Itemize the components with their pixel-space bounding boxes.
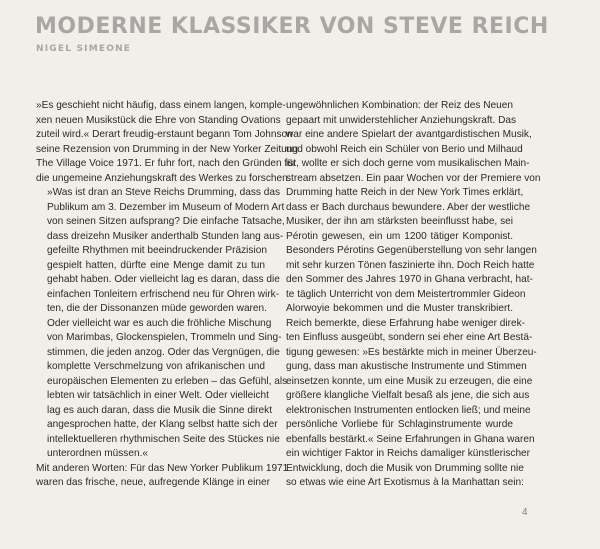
text-line: stream absetzen. Ein paar Wochen vor der Premiere von (286, 172, 541, 184)
text-line: lag es auch daran, dass die Musik die Sinne direkt (47, 404, 272, 416)
text-line: ist, wollte er sich doch gerne vom musikalischen Main- (286, 158, 530, 169)
text-line: Oder vielleicht war es auch die fröhliche Mischung (47, 317, 272, 329)
text-line: stimmen, die jeden anzog. Oder das Vergnügen, die (47, 346, 280, 358)
text-line: lebten wir tatsächlich in einer Welt. Oder vielleicht (47, 390, 269, 401)
text-line: »Es geschieht nicht häufig, dass einem langen, komple- (36, 100, 286, 111)
page-number: 4 (522, 507, 528, 518)
article-title: MODERNE KLASSIKER VON STEVE REICH (35, 14, 549, 39)
text-line: Drumming hatte Reich in der New York Times erklärt, (286, 187, 524, 198)
left-text-column (36, 99, 299, 491)
text-line: einsetzen konnte, um eine Musik zu erzeugen, die eine (286, 375, 533, 387)
text-line: gehabt haben. Oder vielleicht lag es daran, dass die (47, 274, 280, 285)
text-line: Publikum am 3. Dezember im Museum of Modern Art (47, 201, 285, 213)
text-line: Alorwoyie bekommen und die Muster transkribiert. (286, 303, 513, 314)
text-line: Entwicklung, doch die Musik von Drumming sollte nie (286, 462, 524, 474)
text-line: seine Rezension von Drumming in der New Yorker Zeitung (36, 143, 299, 155)
text-line: The Village Voice 1971. Er fuhr fort, nach den Gründen für (36, 158, 297, 169)
text-line: die ungemeine Anziehungskraft des Werkes zu forschen: (36, 172, 291, 184)
text-line: xen neuen Musikstück die Ehre von Standing Ovations (36, 114, 281, 126)
text-line: so etwas wie eine Art Exotismus à la Manhattan sein: (286, 477, 524, 488)
text-line: gepaart mit unwiderstehlicher Anziehungskraft. Das (286, 114, 517, 126)
text-line: ten Einfluss ausgeübt, sondern sei eher eine Art Bestä- (286, 332, 533, 343)
text-line: Pérotin gewesen, ein um 1200 tätiger Komponist. (286, 230, 513, 242)
text-line: persönliche Vorliebe für Schlaginstrumente wurde (286, 419, 513, 430)
text-line: und obwohl Reich ein Schüler von Berio und Milhaud (286, 143, 523, 155)
author-name: NIGEL SIMEONE (36, 44, 132, 54)
text-line: tigung gewesen: »Es bestärkte mich in meiner Überzeu- (286, 346, 537, 358)
text-line: unterordnen müssen.« (47, 448, 149, 459)
text-line: von Marimbas, Glockenspielen, Trommeln und Sing- (47, 332, 282, 343)
text-line: ten, die der Dissonanzen müde geworden waren. (47, 303, 267, 314)
text-line: mit sehr kurzen Tönen faszinierte ihn. Doch Reich hatte (286, 259, 535, 271)
text-line: Besonders Pérotins Gegenüberstellung von sehr langen (286, 245, 537, 256)
text-line: te täglich Unterricht von dem Meistertrommler Gideon (286, 288, 526, 300)
text-line: komplette Verschmelzung von afrikanischen und (47, 361, 265, 372)
text-line: von seinen Sitzen aufsprang? Die einfache Tatsache, (47, 216, 285, 227)
text-line: gung, dass man akustische Instrumente und Stimmen (286, 361, 527, 372)
text-line: intellektuelleren rhythmischen Seite des Stückes nie (47, 433, 280, 445)
text-line: elektronischen Instrumenten entlocken ließ; und meine (286, 404, 531, 416)
text-line: gespielt hatten, dürfte eine Menge damit zu tun (47, 259, 265, 271)
text-line: ein wichtiger Faktor in Reichs damaliger künstlerischer (286, 448, 531, 459)
right-text-column (286, 99, 541, 491)
text-line: angesprochen hatte, der Klang selbst hatte sich der (47, 419, 278, 430)
text-line: Reich bemerkte, diese Erfahrung habe weniger direk- (286, 317, 526, 329)
text-line: europäischen Elementen zu erleben – das Gefühl, als (47, 375, 288, 387)
text-line: war eine andere Spielart der avantgardistischen Musik, (286, 129, 532, 140)
text-line: Mit anderen Worten: Für das New Yorker Publikum 1971 (36, 462, 289, 474)
text-line: Musiker, der ihn am stärksten beeinflusst habe, sei (286, 216, 513, 227)
text-line: den Sommer des Jahres 1970 in Ghana verbracht, hat- (286, 274, 533, 285)
text-line: waren das frische, neue, aufregende Klänge in einer (36, 477, 270, 488)
text-line: dass er Bach durchaus bewundere. Aber der westliche (286, 201, 531, 213)
text-line: »Was ist dran an Steve Reichs Drumming, dass das (47, 187, 280, 198)
text-line: ungewöhnlichen Kombination: der Reiz des Neuen (286, 100, 513, 111)
text-line: zuteil wird.« Derart freudig-erstaunt begann Tom Johnson (36, 129, 293, 140)
text-line: einfachen Tonleitern erfrischend neu für Ohren wirk- (47, 288, 280, 300)
text-line: dass dreizehn Musiker anderthalb Stunden lang aus- (47, 230, 284, 242)
text-line: gefeilte Rhythmen mit beeindruckender Präzision (47, 245, 267, 256)
text-line: ebenfalls bestärkt.« Seine Erfahrungen in Ghana waren (286, 433, 535, 445)
text-line: größere klangliche Vielfalt besaß als jene, die sich aus (286, 390, 530, 401)
